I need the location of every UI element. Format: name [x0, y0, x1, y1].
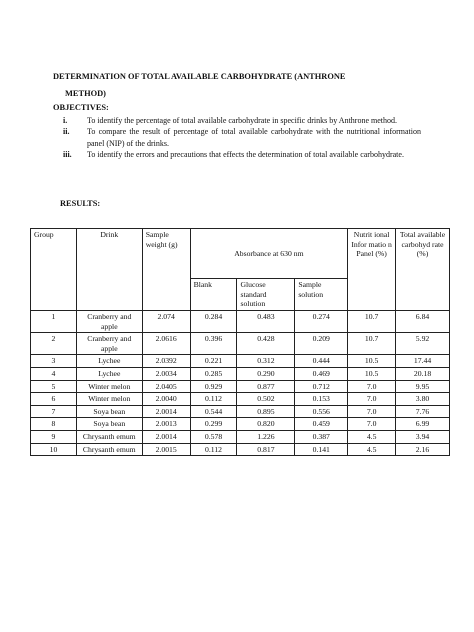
- objective-item: [53, 149, 421, 160]
- cell-group: 6: [31, 393, 77, 406]
- cell-weight: 2.0013: [142, 418, 190, 431]
- cell-blank: 0.544: [190, 405, 237, 418]
- cell-drink: Cranberry and apple: [76, 311, 142, 333]
- results-heading: RESULTS:: [60, 199, 101, 208]
- objective-text: To identify the percentage of total available carbohydrate in specific drinks by Anthrone method.: [87, 116, 397, 125]
- cell-total: 6.84: [396, 311, 450, 333]
- cell-nip: 4.5: [348, 443, 396, 456]
- cell-drink: Lychee: [76, 367, 142, 380]
- cell-blank: 0.929: [190, 380, 237, 393]
- cell-glucose: 0.502: [237, 393, 295, 406]
- cell-total: 5.92: [396, 333, 450, 355]
- cell-nip: 7.0: [348, 393, 396, 406]
- cell-group: 9: [31, 430, 77, 443]
- cell-group: 8: [31, 418, 77, 431]
- header-group: Group: [31, 229, 77, 311]
- cell-drink: Chrysanth emum: [76, 430, 142, 443]
- cell-glucose: 0.817: [237, 443, 295, 456]
- table-header-row: [31, 229, 450, 279]
- table-row: [31, 405, 450, 418]
- table-row: [31, 367, 450, 380]
- table-row: [31, 380, 450, 393]
- cell-sample: 0.444: [295, 355, 348, 368]
- cell-weight: 2.0014: [142, 405, 190, 418]
- cell-nip: 7.0: [348, 380, 396, 393]
- cell-glucose: 0.428: [237, 333, 295, 355]
- objective-number: i.: [63, 116, 68, 125]
- cell-total: 2.16: [396, 443, 450, 456]
- cell-blank: 0.299: [190, 418, 237, 431]
- cell-drink: Winter melon: [76, 380, 142, 393]
- cell-drink: Soya bean: [76, 418, 142, 431]
- cell-group: 10: [31, 443, 77, 456]
- header-glucose: Glucose standard solution: [237, 279, 295, 311]
- cell-glucose: 0.820: [237, 418, 295, 431]
- cell-nip: 10.7: [348, 333, 396, 355]
- cell-drink: Winter melon: [76, 393, 142, 406]
- cell-nip: 7.0: [348, 405, 396, 418]
- cell-blank: 0.112: [190, 393, 237, 406]
- objective-number: iii.: [63, 150, 72, 160]
- table-row: [31, 355, 450, 368]
- cell-group: 5: [31, 380, 77, 393]
- cell-blank: 0.578: [190, 430, 237, 443]
- header-blank: Blank: [190, 279, 237, 311]
- cell-weight: 2.0034: [142, 367, 190, 380]
- cell-weight: 2.0040: [142, 393, 190, 406]
- cell-group: 4: [31, 367, 77, 380]
- table-row: [31, 443, 450, 456]
- objective-item: [53, 115, 421, 126]
- cell-drink: Chrysanth emum: [76, 443, 142, 456]
- cell-blank: 0.112: [190, 443, 237, 456]
- cell-nip: 10.5: [348, 355, 396, 368]
- cell-total: 3.80: [396, 393, 450, 406]
- cell-blank: 0.285: [190, 367, 237, 380]
- table-row: [31, 311, 450, 333]
- cell-total: 3.94: [396, 430, 450, 443]
- document-title: [53, 68, 433, 102]
- cell-glucose: 0.895: [237, 405, 295, 418]
- cell-weight: 2.0616: [142, 333, 190, 355]
- table-row: [31, 418, 450, 431]
- cell-drink: Soya bean: [76, 405, 142, 418]
- objective-text: To identify the errors and precautions that effects the determination of total available carbohydrate.: [87, 150, 404, 160]
- cell-weight: 2.0015: [142, 443, 190, 456]
- cell-group: 1: [31, 311, 77, 333]
- cell-sample: 0.274: [295, 311, 348, 333]
- cell-glucose: 1.226: [237, 430, 295, 443]
- objective-number: ii.: [63, 127, 70, 137]
- cell-group: 3: [31, 355, 77, 368]
- cell-sample: 0.387: [295, 430, 348, 443]
- header-sample-weight: Sample weight (g): [142, 229, 190, 311]
- cell-drink: Lychee: [76, 355, 142, 368]
- cell-weight: 2.0392: [142, 355, 190, 368]
- cell-nip: 7.0: [348, 418, 396, 431]
- cell-total: 20.18: [396, 367, 450, 380]
- cell-total: 9.95: [396, 380, 450, 393]
- cell-sample: 0.712: [295, 380, 348, 393]
- cell-drink: Cranberry and apple: [76, 333, 142, 355]
- header-total: Total available carbohyd rate (%): [396, 229, 450, 311]
- objectives-list: [53, 115, 421, 161]
- cell-blank: 0.221: [190, 355, 237, 368]
- cell-sample: 0.141: [295, 443, 348, 456]
- table-row: [31, 430, 450, 443]
- cell-weight: 2.0405: [142, 380, 190, 393]
- cell-weight: 2.074: [142, 311, 190, 333]
- objectives-heading: OBJECTIVES:: [53, 103, 109, 112]
- cell-blank: 0.396: [190, 333, 237, 355]
- title-line-2: METHOD): [65, 89, 106, 98]
- cell-sample: 0.153: [295, 393, 348, 406]
- cell-group: 2: [31, 333, 77, 355]
- table-row: [31, 333, 450, 355]
- objective-text: To compare the result of percentage of total available carbohydrate with the nutritional information panel (NIP) of the drinks.: [87, 127, 421, 148]
- objective-item: [53, 126, 421, 149]
- cell-glucose: 0.312: [237, 355, 295, 368]
- cell-sample: 0.459: [295, 418, 348, 431]
- cell-glucose: 0.290: [237, 367, 295, 380]
- cell-glucose: 0.877: [237, 380, 295, 393]
- header-sample-solution: Sample solution: [295, 279, 348, 311]
- cell-sample: 0.469: [295, 367, 348, 380]
- cell-total: 17.44: [396, 355, 450, 368]
- cell-total: 6.99: [396, 418, 450, 431]
- cell-nip: 10.7: [348, 311, 396, 333]
- cell-sample: 0.209: [295, 333, 348, 355]
- table-row: [31, 393, 450, 406]
- results-table: [30, 228, 450, 456]
- header-absorbance: Absorbance at 630 nm: [190, 229, 348, 279]
- cell-sample: 0.556: [295, 405, 348, 418]
- header-nip: Nutrit ional Infor matio n Panel (%): [348, 229, 396, 311]
- header-drink: Drink: [76, 229, 142, 311]
- title-line-1: DETERMINATION OF TOTAL AVAILABLE CARBOHYDRATE (ANTHRONE: [53, 72, 346, 81]
- cell-nip: 4.5: [348, 430, 396, 443]
- cell-glucose: 0.483: [237, 311, 295, 333]
- cell-total: 7.76: [396, 405, 450, 418]
- cell-group: 7: [31, 405, 77, 418]
- cell-nip: 10.5: [348, 367, 396, 380]
- cell-weight: 2.0014: [142, 430, 190, 443]
- cell-blank: 0.284: [190, 311, 237, 333]
